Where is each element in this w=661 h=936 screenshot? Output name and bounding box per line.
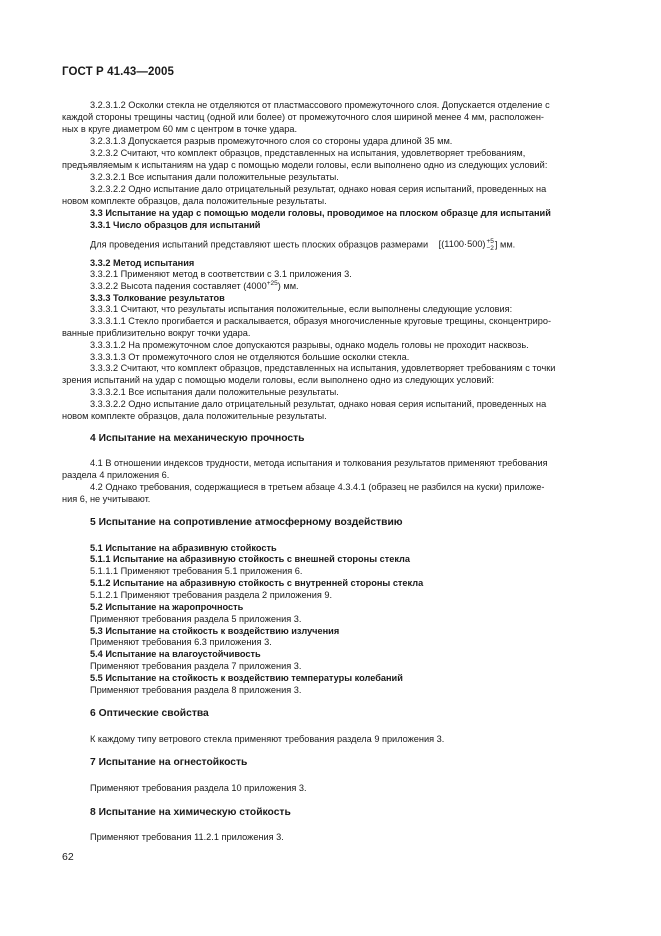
paragraph-line: новом комплекте образцов, дала положительные результаты. xyxy=(62,411,327,421)
page-number: 62 xyxy=(62,851,74,863)
section-heading-5-3: 5.3 Испытание на стойкость к воздействию излучения xyxy=(90,626,340,636)
section-heading-3-3-2: 3.3.2 Метод испытания xyxy=(90,258,195,268)
section-heading-4: 4 Испытание на механическую прочность xyxy=(90,433,305,444)
paragraph: 3.2.3.1.3 Допускается разрыв промежуточного слоя со стороны удара длиной 35 мм. xyxy=(90,136,453,146)
paragraph-line: 4.1 В отношении индексов трудности, метода испытания и толкования результатов применяют требования xyxy=(90,458,548,468)
paragraph xyxy=(62,362,598,386)
document-header: ГОСТ Р 41.43—2005 xyxy=(62,66,174,78)
tolerance xyxy=(487,238,494,252)
paragraph-line: 3.2.3.1.2 Осколки стекла не отделяются от пластмассового промежуточного слоя. Допускается отделение с xyxy=(90,100,550,110)
paragraph-line: каждой стороны трещины частиц (одной или более) от промежуточного слоя шириной менее 4 мм, расположен- xyxy=(62,112,544,122)
paragraph: 3.3.3.1.3 От промежуточного слоя не отделяются большие осколки стекла. xyxy=(90,352,410,362)
tolerance-upper: +5 xyxy=(486,238,494,245)
section-heading-5: 5 Испытание на сопротивление атмосферному воздействию xyxy=(90,517,403,528)
paragraph: Применяют требования 6.3 приложения 3. xyxy=(90,637,272,647)
tolerance-upper: +25 xyxy=(266,279,278,287)
section-heading-5-5: 5.5 Испытание на стойкость к воздействию температуры колебаний xyxy=(90,673,403,683)
paragraph xyxy=(62,147,598,171)
section-heading-3-3-3: 3.3.3 Толкование результатов xyxy=(90,293,225,303)
paragraph: Применяют требования раздела 8 приложения 3. xyxy=(90,685,302,695)
paragraph: 5.1.2.1 Применяют требования раздела 2 приложения 9. xyxy=(90,590,333,600)
section-heading-3-3: 3.3 Испытание на удар с помощью модели головы, проводимое на плоском образце для испытаний xyxy=(90,208,551,218)
paragraph xyxy=(90,280,598,292)
section-heading-6: 6 Оптические свойства xyxy=(90,708,209,719)
paragraph-line: ванные приблизительно вокруг точки удара. xyxy=(62,328,251,338)
paragraph: 3.3.3.1.2 На промежуточном слое допускаются разрывы, однако модель головы не проходит насквозь. xyxy=(90,340,529,350)
section-heading-8: 8 Испытание на химическую стойкость xyxy=(90,807,291,818)
paragraph-line: ных в круге диаметром 60 мм с центром в точке удара. xyxy=(62,124,297,134)
paragraph-line: 3.3.3.2.2 Одно испытание дало отрицательный результат, однако новая серия испытаний, проведенных на xyxy=(90,399,547,409)
tolerance-lower: −2 xyxy=(486,245,494,252)
paragraph xyxy=(90,238,598,252)
paragraph: 5.1.1.1 Применяют требования 5.1 приложения 6. xyxy=(90,566,303,576)
paragraph: Применяют требования раздела 10 приложения 3. xyxy=(90,783,307,793)
paragraph: К каждому типу ветрового стекла применяют требования раздела 9 приложения 3. xyxy=(90,734,445,744)
paragraph xyxy=(62,183,598,207)
paragraph-line: 3.2.3.2 Считают, что комплект образцов, представленных на испытания, удовлетворяет требованиям, xyxy=(90,148,526,158)
dimension-value: [(1100·500) xyxy=(438,239,486,250)
paragraph xyxy=(62,99,598,135)
paragraph xyxy=(62,315,598,339)
paragraph: 3.2.3.2.1 Все испытания дали положительные результаты. xyxy=(90,172,339,182)
paragraph xyxy=(62,398,598,422)
paragraph-line: 3.3.3.2 Считают, что комплект образцов, представленных на испытания, удовлетворяет требованиям с точки xyxy=(90,363,556,373)
paragraph-line: предъявляемым к испытаниям на удар с помощью модели головы, если выполнено одно из следующих условий: xyxy=(62,160,548,170)
paragraph: 3.3.3.1 Считают, что результаты испытания положительные, если выполнены следующие условия: xyxy=(90,304,513,314)
paragraph xyxy=(62,457,598,481)
paragraph-line: 4.2 Однако требования, содержащиеся в третьем абзаце 4.3.4.1 (образец не разбился на куски) приложе- xyxy=(90,482,545,492)
paragraph-line: раздела 4 приложения 6. xyxy=(62,470,170,480)
section-heading-5-2: 5.2 Испытание на жаропрочность xyxy=(90,602,244,612)
paragraph-line: новом комплекте образцов, дала положительные результаты. xyxy=(62,196,327,206)
section-heading-5-1-1: 5.1.1 Испытание на абразивную стойкость с внешней стороны стекла xyxy=(90,554,410,564)
paragraph xyxy=(62,481,598,505)
paragraph-line: зрения испытаний на удар с помощью модели головы, если выполнено одно из следующих условий: xyxy=(62,375,495,385)
paragraph-line: 3.2.3.2.2 Одно испытание дало отрицательный результат, однако новая серия испытаний, проведенных на xyxy=(90,184,547,194)
section-heading-7: 7 Испытание на огнестойкость xyxy=(90,757,248,768)
paragraph: Применяют требования 11.2.1 приложения 3. xyxy=(90,832,284,842)
paragraph: Применяют требования раздела 5 приложения 3. xyxy=(90,614,302,624)
paragraph: 3.3.2.1 Применяют метод в соответствии с 3.1 приложения 3. xyxy=(90,269,352,279)
paragraph-line: 3.3.3.1.1 Стекло прогибается и раскалывается, образуя многочисленные круговые трещины, сконцентриро- xyxy=(90,316,552,326)
paragraph-text: 3.3.2.2 Высота падения составляет (4000 xyxy=(90,281,267,291)
paragraph: Применяют требования раздела 7 приложения 3. xyxy=(90,661,302,671)
paragraph-text: Для проведения испытаний представляют шесть плоских образцов размерами xyxy=(90,239,429,250)
section-heading-5-1: 5.1 Испытание на абразивную стойкость xyxy=(90,543,277,553)
section-heading-3-3-1: 3.3.1 Число образцов для испытаний xyxy=(90,220,261,230)
section-heading-5-4: 5.4 Испытание на влагоустойчивость xyxy=(90,649,261,659)
paragraph: 3.3.3.2.1 Все испытания дали положительные результаты. xyxy=(90,387,339,397)
section-heading-5-1-2: 5.1.2 Испытание на абразивную стойкость с внутренней стороны стекла xyxy=(90,578,424,588)
paragraph-line: ния 6, не учитывают. xyxy=(62,494,151,504)
dimension-unit: ] мм. xyxy=(494,239,516,250)
paragraph-text: ) мм. xyxy=(277,281,299,291)
